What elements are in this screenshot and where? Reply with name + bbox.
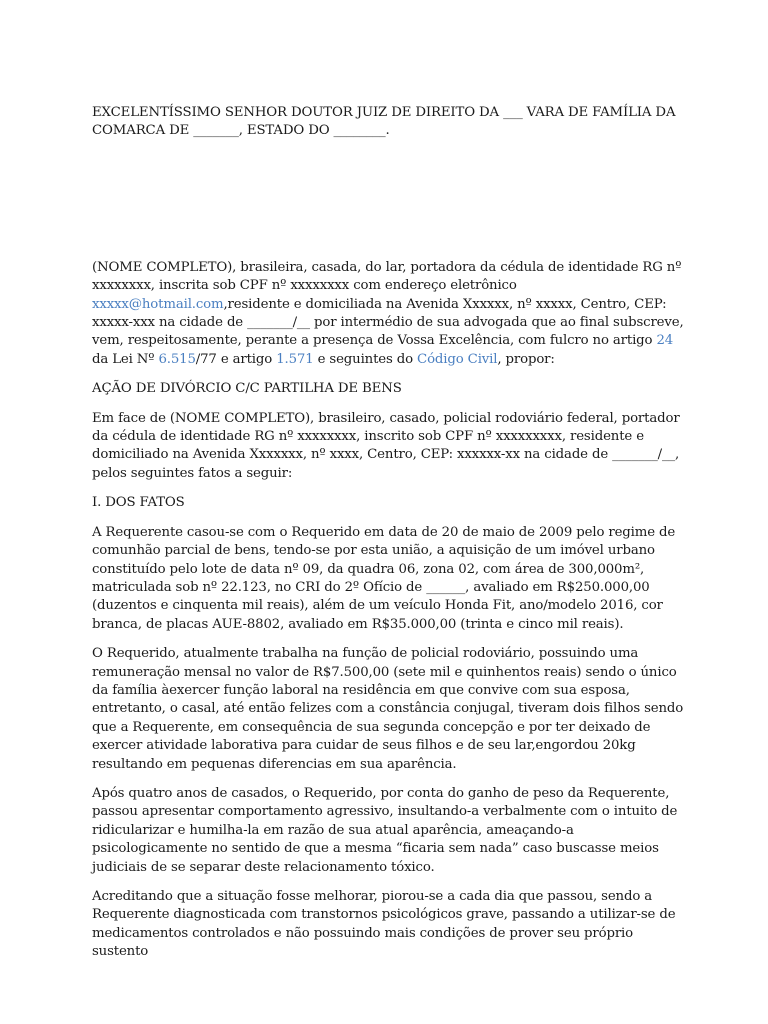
intro-text-5: e seguintes do — [313, 351, 418, 367]
intro-text-1: (NOME COMPLETO), brasileira, casada, do lar, portadora da cédula de identidade RG nº xxxxxxxx, inscrita sob CPF nº xxxxxxxx com endereço eletrônico — [92, 259, 682, 294]
facts-paragraph-2: O Requerido, atualmente trabalha na função de policial rodoviário, possuindo uma remuneração mensal no valor de R$7.500,00 (sete mil e quinhentos reais) sendo o único da família àexercer função laboral na residência em que convive com sua esposa, entretanto, o casal, até então felizes com a constância conjugal, tiveram dois filhos sendo que a Requerente, em consequência de sua segunda concepção e por ter deixado de exercer atividade laborativa para cuidar de seus filhos e de seu lar,engordou 20kg resultando em pequenas diferencias em sua aparência. — [92, 646, 684, 772]
intro-text-2: ,residente e domiciliada na Avenida Xxxxxx, nº xxxxx, Centro, CEP: xxxxx-xxx na cidade de _______/__ por intermédio de sua advogada que ao final subscreve, vem, respeitosamente, perante a presença de Vossa Excelência, com fulcro no artigo — [92, 296, 684, 349]
action-title: AÇÃO DE DIVÓRCIO C/C PARTILHA DE BENS — [92, 381, 402, 397]
codigo-civil-link[interactable]: Código Civil — [417, 351, 498, 367]
artigo-1571-link[interactable]: 1.571 — [276, 351, 314, 367]
court-heading-line-2: COMARCA DE _______, ESTADO DO ________. — [92, 123, 390, 139]
defendant-paragraph: Em face de (NOME COMPLETO), brasileiro, casado, policial rodoviário federal, portador da cédula de identidade RG nº xxxxxxxx, inscrito sob CPF nº xxxxxxxxx, residente e domiciliado na Avenida Xxxxxxx, nº xxxx, Centro, CEP: xxxxxx-xx na cidade de _______/__, pelos seguintes fatos a seguir: — [92, 410, 680, 481]
facts-paragraph-1: A Requerente casou-se com o Requerido em data de 20 de maio de 2009 pelo regime de comunhão parcial de bens, tendo-se por esta união, a aquisição de um imóvel urbano constituído pelo lote de data nº 09, da quadra 06, zona 02, com área de 300,000m², matriculada sob nº 22.123, no CRI do 2º Ofício de ______, avaliado em R$250.000,00 (duzentos e cinquenta mil reais), além de um veículo Honda Fit, ano/modelo 2016, cor branca, de placas AUE-8802, avaliado em R$35.000,00 (trinta e cinco mil reais). — [92, 524, 676, 632]
facts-paragraph-3: Após quatro anos de casados, o Requerido, por conta do ganho de peso da Requerente, passou apresentar comportamento agressivo, insultando-a verbalmente com o intuito de ridicularizar e humilha-la em razão de sua atual aparência, ameaçando-a psicologicamente no sentido de que a mesma “ficaria sem nada” caso buscasse meios judiciais de se separar deste relacionamento tóxico. — [92, 785, 678, 875]
intro-text-4: /77 e artigo — [195, 351, 277, 367]
artigo-24-link[interactable]: 24 — [656, 333, 674, 349]
email-link[interactable]: xxxxx@hotmail.com — [92, 296, 224, 312]
lei-6515-link[interactable]: 6.515 — [158, 351, 196, 367]
facts-paragraph-4: Acreditando que a situação fosse melhorar, piorou-se a cada dia que passou, sendo a Requerente diagnosticada com transtornos psicológicos grave, passando a utilizar-se de medicamentos controlados e não possuindo mais condições de prover seu próprio sustento — [92, 889, 676, 960]
intro-text-6: , propor: — [497, 351, 555, 367]
document-page — [92, 104, 684, 973]
intro-paragraph — [92, 259, 684, 369]
heading-spacer — [92, 141, 684, 259]
court-heading — [92, 104, 684, 141]
court-heading-line-1: EXCELENTÍSSIMO SENHOR DOUTOR JUIZ DE DIREITO DA ___ VARA DE FAMÍLIA DA — [92, 105, 676, 120]
intro-text-3: da Lei Nº — [92, 351, 159, 367]
section-title: I. DOS FATOS — [92, 495, 185, 511]
